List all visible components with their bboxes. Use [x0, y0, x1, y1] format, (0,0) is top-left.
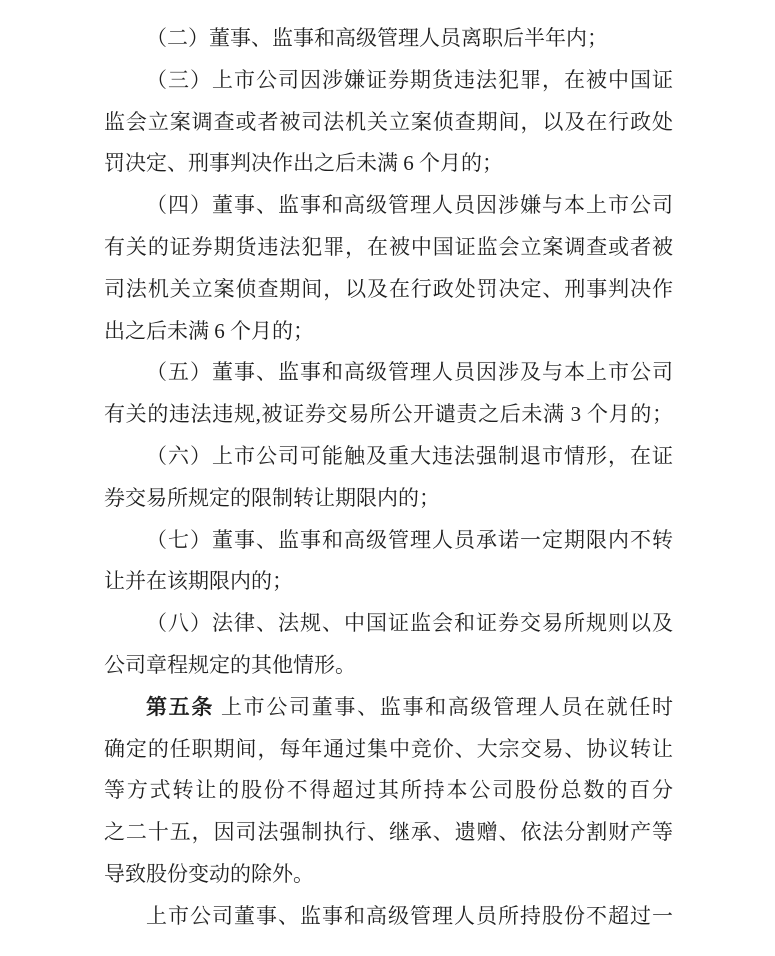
- text-line: 第五条 上市公司董事、监事和高级管理人员在就任时: [146, 694, 674, 719]
- text-line: （七）董事、监事和高级管理人员承诺一定期限内不转: [146, 527, 673, 552]
- text-line: 罚决定、刑事判决作出之后未满 6 个月的；: [104, 151, 503, 176]
- text-line: 让并在该期限内的；: [104, 569, 293, 594]
- text-line: 有关的违法违规,被证券交易所公开谴责之后未满 3 个月的；: [104, 402, 673, 427]
- text-line: （四）董事、监事和高级管理人员因涉嫌与本上市公司: [146, 193, 673, 218]
- text-line: 之二十五，因司法强制执行、继承、遗赠、依法分割财产等: [104, 820, 673, 845]
- text-line: 券交易所规定的限制转让期限内的；: [104, 485, 440, 510]
- text-line: 上市公司董事、监事和高级管理人员所持股份不超过一: [146, 903, 673, 928]
- text-line: 导致股份变动的除外。: [104, 861, 314, 886]
- text-line: 确定的任职期间，每年通过集中竞价、大宗交易、协议转让: [104, 736, 673, 761]
- document-body: [104, 18, 673, 938]
- text-line: （五）董事、监事和高级管理人员因涉及与本上市公司: [146, 360, 673, 385]
- text-line: 有关的证券期货违法犯罪，在被中国证监会立案调查或者被: [104, 234, 673, 259]
- text-line: 公司章程规定的其他情形。: [104, 652, 356, 677]
- text-line: 司法机关立案侦查期间，以及在行政处罚决定、刑事判决作: [104, 276, 673, 301]
- text-line: 出之后未满 6 个月的；: [104, 318, 314, 343]
- text-line: （八）法律、法规、中国证监会和证券交易所规则以及: [146, 611, 673, 636]
- text-line: 等方式转让的股份不得超过其所持本公司股份总数的百分: [104, 778, 673, 803]
- text-line: 监会立案调查或者被司法机关立案侦查期间，以及在行政处: [104, 109, 673, 134]
- article-number-bold: 第五条: [146, 694, 215, 719]
- text-line: （六）上市公司可能触及重大违法强制退市情形，在证: [146, 443, 673, 468]
- text-line: （二）董事、监事和高级管理人员离职后半年内；: [146, 26, 608, 50]
- text-line: （三）上市公司因涉嫌证券期货违法犯罪，在被中国证: [146, 67, 673, 92]
